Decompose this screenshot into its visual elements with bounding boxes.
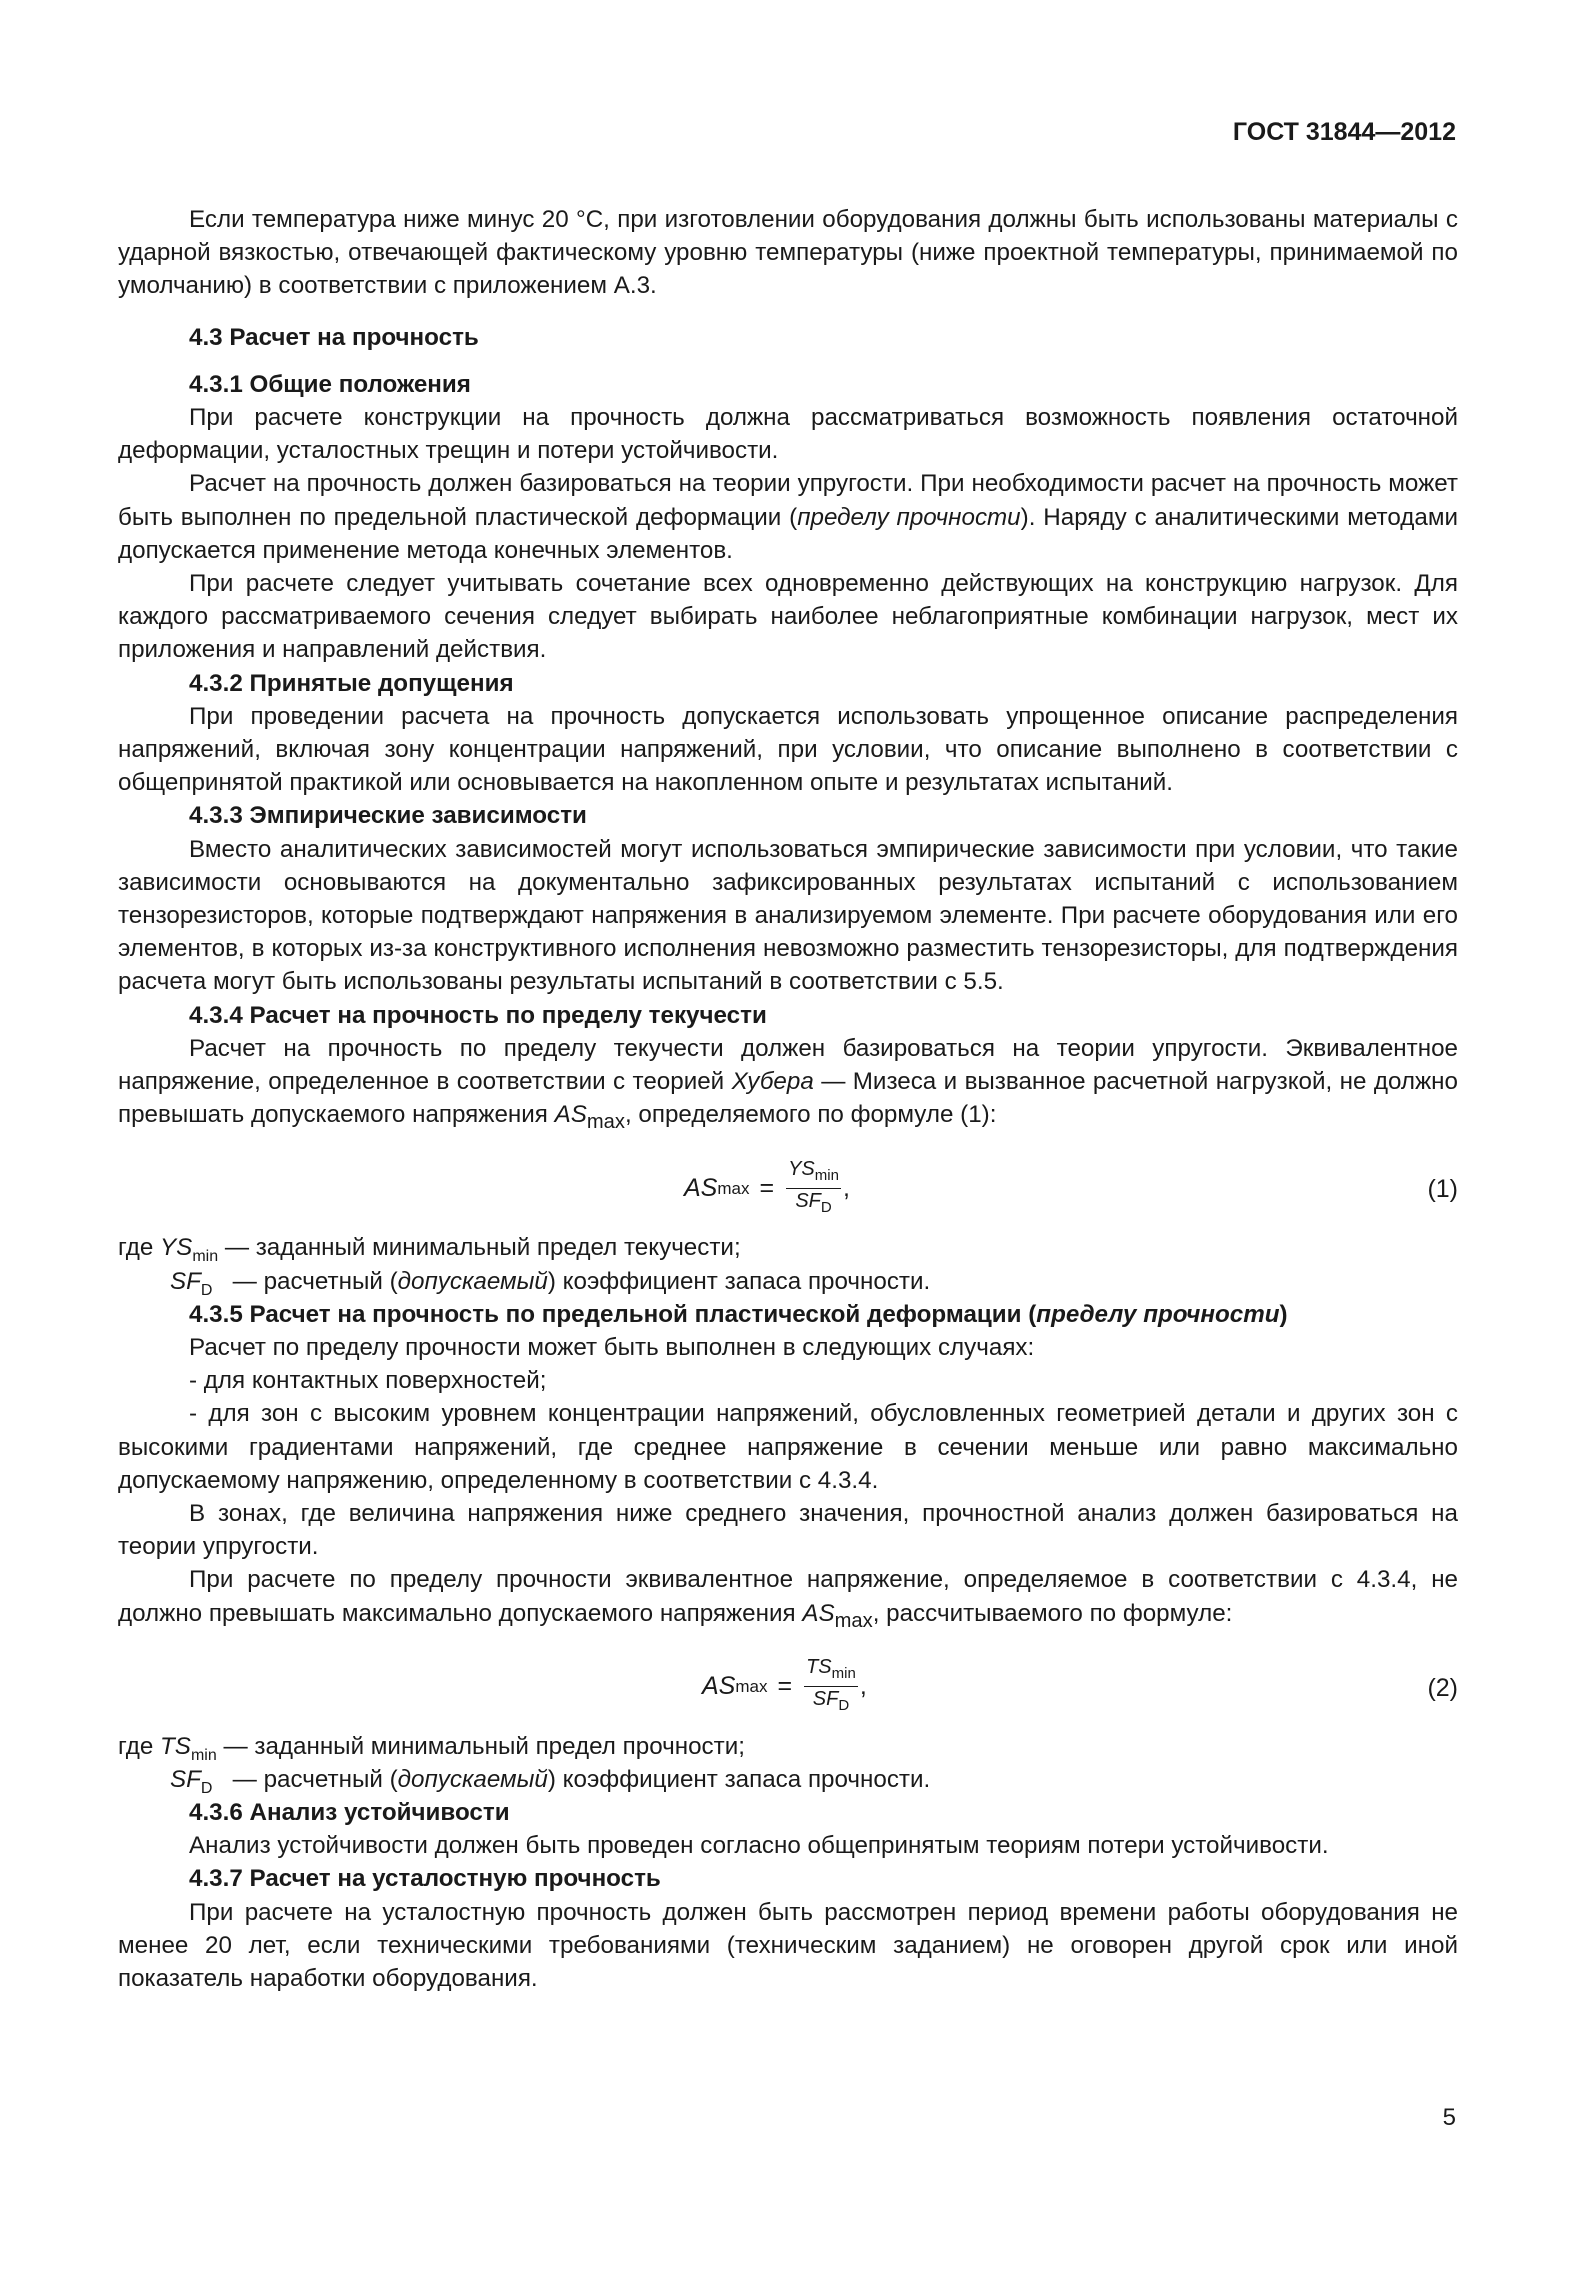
subsection-heading: 4.3.4 Расчет на прочность по пределу текучести (189, 1001, 767, 1029)
paragraph: Вместо аналитических зависимостей могут использоваться эмпирические зависимости при условии, что такие зависимости основываются на документально зафиксированных результатах испытаний с использованием тензорезисторов, которые подтверждают напряжения в анализируемом элементе. При расчете оборудования или его элементов, в которых из-за конструктивного исполнения невозможно разместить тензорезисторы, для подтверждения расчета могут быть использованы результаты испытаний в соответствии с 5.5. (118, 835, 1458, 996)
formula-expression: AS max = $\frac{YS_{min}}{SF_D}$ , (684, 1153, 850, 1223)
formula-number: (1) (1427, 1175, 1458, 1204)
formula-legend-line: где $YS_{min}$ — заданный минимальный предел текучести; (118, 1234, 741, 1266)
paragraph: Анализ устойчивости должен быть проведен согласно общепринятым теориям потери устойчивости. (189, 1832, 1329, 1860)
paragraph: При расчете на усталостную прочность должен быть рассмотрен период времени работы оборудования не менее 20 лет, если техническими требованиями (техническим заданием) не оговорен другой срок или иной показатель наработки оборудования. (118, 1898, 1458, 1992)
document-header: ГОСТ 31844—2012 (1232, 118, 1456, 146)
formula-number: (2) (1427, 1673, 1458, 1702)
subsection-heading: 4.3.7 Расчет на усталостную прочность (189, 1865, 661, 1893)
formula-2 (118, 1652, 1458, 1722)
subsection-heading: 4.3.2 Принятые допущения (189, 669, 514, 697)
formula-1 (118, 1153, 1458, 1223)
formula-legend-line: $SF_D$ — расчетный (допускаемый) коэффициент запаса прочности. (170, 1765, 931, 1797)
page-number: 5 (1442, 2104, 1456, 2131)
section-heading: 4.3 Расчет на прочность (189, 323, 479, 351)
paragraph: При расчете по пределу прочности эквивалентное напряжение, определяемое в соответствии с 4.3.4, не должно превышать максимально допускаемого напряжения $AS_{max}$, рассчитываемого по формуле: (118, 1566, 1458, 1632)
list-item: - для контактных поверхностей; (189, 1367, 547, 1395)
paragraph: Если температура ниже минус 20 °С, при изготовлении оборудования должны быть использованы материалы с ударной вязкостью, отвечающей фактическому уровню температуры (ниже проектной температуры, принимаемой по умолчанию) в соответствии с приложением А.3. (118, 206, 1458, 300)
list-item: - для зон с высоким уровнем концентрации напряжений, обусловленных геометрией детали и других зон с высокими градиентами напряжений, где среднее напряжение в сечении меньше или равно максимально допускаемому напряжению, определенному в соответствии с 4.3.4. (118, 1400, 1458, 1494)
document-body (118, 203, 1458, 1995)
paragraph: При расчете следует учитывать сочетание всех одновременно действующих на конструкцию нагрузок. Для каждого рассматриваемого сечения следует выбирать наиболее неблагоприятные комбинации нагрузок, мест их приложения и направлений действия. (118, 570, 1458, 664)
paragraph: При проведении расчета на прочность допускается использовать упрощенное описание распределения напряжений, включая зону концентрации напряжений, при условии, что описание выполнено в соответствии с общепринятой практикой или основывается на накопленном опыте и результатах испытаний. (118, 702, 1458, 797)
paragraph: Расчет по пределу прочности может быть выполнен в следующих случаях: (189, 1333, 1035, 1361)
paragraph: Расчет на прочность должен базироваться на теории упругости. При необходимости расчет на прочность может быть выполнен по предельной пластической деформации (пределу прочности). Наряду с аналитическими методами допускается применение метода конечных элементов. (118, 470, 1458, 564)
subsection-heading: 4.3.6 Анализ устойчивости (189, 1798, 510, 1826)
subsection-heading: 4.3.3 Эмпирические зависимости (189, 802, 587, 830)
fraction: $\frac{YS_{min}}{SF_D}$ (788, 1157, 839, 1216)
paragraph: Расчет на прочность по пределу текучести должен базироваться на теории упругости. Эквивалентное напряжение, определенное в соответствии с теорией Хубера — Мизеса и вызванное расчетной нагрузкой, не должно превышать допускаемого напряжения $AS_{max}$, определяемого по формуле (1): (118, 1034, 1458, 1134)
paragraph: При расчете конструкции на прочность должна рассматриваться возможность появления остаточной деформации, усталостных трещин и потери устойчивости. (118, 404, 1458, 465)
formula-expression: AS max = $\frac{TS_{min}}{SF_D}$ , (702, 1652, 867, 1722)
formula-legend-line: где $TS_{min}$ — заданный минимальный предел прочности; (118, 1732, 745, 1764)
fraction: $\frac{TS_{min}}{SF_D}$ (806, 1656, 856, 1715)
subsection-heading: 4.3.5 Расчет на прочность по предельной пластической деформации (пределу прочности) (189, 1300, 1288, 1328)
subsection-heading: 4.3.1 Общие положения (189, 370, 471, 398)
formula-legend-line: $SF_D$ — расчетный (допускаемый) коэффициент запаса прочности. (170, 1267, 931, 1299)
paragraph: В зонах, где величина напряжения ниже среднего значения, прочностной анализ должен базироваться на теории упругости. (118, 1499, 1458, 1561)
